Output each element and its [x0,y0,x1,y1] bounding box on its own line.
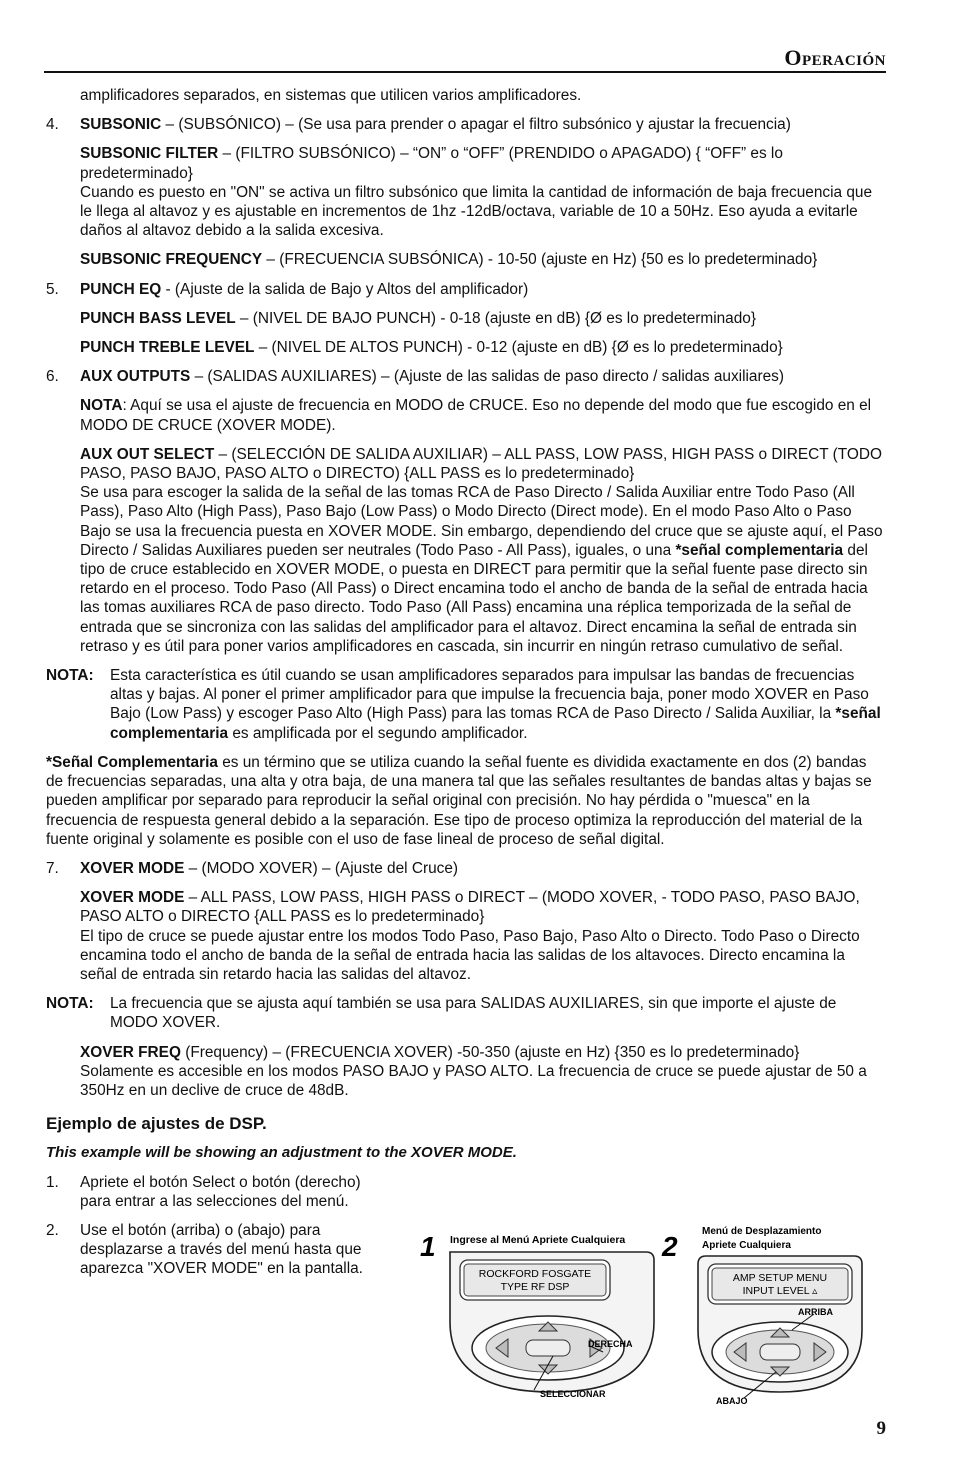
item-4-subsonic: 4. SUBSONIC – (SUBSÓNICO) – (Se usa para prender o apagar el filtro subsónico y ajustar la frecuencia) [46,116,791,134]
note-1: NOTA: Aquí se usa el ajuste de frecuencia en MODO de CRUCE. Eso no depende del modo que fue escogido en el MODO DE CRUCE (XOVER MODE). [80,397,872,434]
panel-2-number: 2 [662,1231,678,1262]
panel-2-select-button[interactable] [760,1344,800,1360]
xover-freq: XOVER FREQ (Frequency) – (FRECUENCIA XOVER) -50-350 (ajuste en Hz) {350 es lo predeterminado} Solamente es accesible en los modos PASO BAJO y PASO ALTO. La frecuencia de cruce se puede ajustar de 50 a 350Hz en un declive de cruce de 48dB. [80,1043,867,1099]
panel-1-label-bottom: SELECCIONAR [540,1389,606,1399]
panel-1-screen-line-1: ROCKFORD FOSGATE [478,1268,592,1280]
panel-2-screen-line-2: INPUT LEVEL ▵ [742,1285,818,1297]
example-heading: Ejemplo de ajustes de DSP. [46,1114,267,1134]
item-6-aux-outputs: 6. AUX OUTPUTS – (SALIDAS AUXILIARES) – (Ajuste de las salidas de paso directo / salidas auxiliares) [46,368,784,386]
subsonic-frequency: SUBSONIC FREQUENCY – (FRECUENCIA SUBSÓNICA) - 10-50 (ajuste en Hz) {50 es lo predeterminado} [80,251,818,269]
panel-1-select-button[interactable] [526,1340,570,1356]
panel-1-label-right: DERECHA [588,1339,633,1349]
note-2: NOTA: Esta característica es útil cuando se usan amplificadores separados para impulsar las bandas de frecuencias altas y bajas. Al poner el primer amplificador para que impulse la frecuencia baja, poner modo XOVER en Paso Bajo (Low Pass) y escoger Paso Alto (High Pass) para las tomas RCA de Paso Directo / Salida Auxiliar, la *señal complementaria es amplificada por el segundo amplificador. [46,667,881,742]
panel-1-number: 1 [420,1231,436,1262]
item-5-punch-eq: 5. PUNCH EQ - (Ajuste de la salida de Bajo y Altos del amplificador) [46,280,529,298]
panel-2-caption-1: Menú de Desplazamiento [702,1226,822,1237]
panel-2-label-down: ABAJO [716,1396,748,1406]
example-note: This example will be showing an adjustment to the XOVER MODE. [46,1144,517,1162]
xover-mode-detail: XOVER MODE – ALL PASS, LOW PASS, HIGH PASS o DIRECT – (MODO XOVER, - TODO PASO, PASO BAJO, PASO ALTO o DIRECTO {ALL PASS es lo predeterminado} El tipo de cruce se puede ajustar entre los modos Todo Paso, Paso Bajo, Paso Alto o Directo. Todo Paso o Directo encamina todo el ancho de banda de la señal de entrada hacia las salidas de los altavoces. Directo encamina la señal de entrada sin retardo hacia las salidas del altavoz. [80,889,860,983]
panel-1-screen-line-2: TYPE RF DSP [500,1281,570,1293]
item-7-xover-mode: 7. XOVER MODE – (MODO XOVER) – (Ajuste del Cruce) [46,859,459,877]
punch-bass-level: PUNCH BASS LEVEL – (NIVEL DE BAJO PUNCH) - 0-18 (ajuste en dB) {Ø es lo predeterminado} [80,309,757,327]
document-body [46,86,884,1289]
note-3: NOTA: La frecuencia que se ajusta aquí también se usa para SALIDAS AUXILIARES, sin que importe el ajuste de MODO XOVER. [46,995,837,1032]
subsonic-filter: SUBSONIC FILTER – (FILTRO SUBSÓNICO) – “ON” o “OFF” (PRENDIDO o APAGADO) { “OFF” es lo predeterminado} Cuando es puesto en "ON" se activa un filtro subsónico que limita la cantidad de información de baja frecuencia que le llega al altavoz y es ajustable en incrementos de 1hz -12dB/octava, variable de 10 a 50Hz. Eso ayuda a evitarle daños al altavoz debido a la salida excesiva. [80,145,873,240]
panel-2-label-up: ARRIBA [798,1307,833,1317]
punch-treble-level: PUNCH TREBLE LEVEL – (NIVEL DE ALTOS PUNCH) - 0-12 (ajuste en dB) {Ø es lo predeterminado} [80,339,783,357]
panel-2-caption-2: Apriete Cualquiera [702,1240,791,1251]
page-number: 9 [876,1418,886,1439]
panel-1-caption: Ingrese al Menú Apriete Cualquiera [450,1234,626,1246]
paragraph-continuation: amplificadores separados, en sistemas que utilicen varios amplificadores. [80,87,582,104]
remote-illustrations [418,1222,888,1412]
header-rule [44,71,886,73]
dsp-menu-figure [418,1222,888,1412]
complementary-signal-definition: *Señal Complementaria es un término que se utiliza cuando la señal fuente es dividida exactamente en dos (2) bandas de frecuencias separadas, una alta y otra baja, de una manera tal que las señales resultantes de bandas altas y bajas se pueden amplificar por separado para reproducir la señal original con precisión. No hay pérdida o "muesca" en la frecuencia de respuesta general debido a la separación. Ese tipo de proceso optimiza la reproducción del material de la fuente original y solamente es posible con el uso de fase lineal de proceso de señal digital. [46,753,872,848]
example-step-2: 2. Use el botón (arriba) o (abajo) para desplazarse a través del menú hasta que aparezca "XOVER MODE" en la pantalla. [46,1221,363,1278]
example-steps [46,1173,391,1279]
page-header-title: Operación [784,45,886,70]
panel-2-screen-line-1: AMP SETUP MENU [732,1272,828,1284]
example-step-1: 1. Apriete el botón Select o botón (derecho) para entrar a las selecciones del menú. [46,1173,361,1210]
aux-out-select: AUX OUT SELECT – (SELECCIÓN DE SALIDA AUXILIAR) – ALL PASS, LOW PASS, HIGH PASS o DIRECT (TODO PASO, PASO BAJO, PASO ALTO o DIRECTO) {ALL PASS es lo predeterminado} Se usa para escoger la salida de la señal de las tomas RCA de Paso Directo / Salida Auxiliar entre Todo Paso (All Pass), Paso Alto (High Pass), Paso Bajo (Low Pass) o Modo Directo (Direct mode). En el modo Paso Alto o Paso Bajo se usa la frecuencia puesta en XOVER MODE. Sin embargo, dependiendo del cruce que se ajuste aquí, el Paso Directo / Salidas Auxiliares pueden ser neutrales (Todo Paso - All Pass), iguales, o una *señal complementaria del tipo de cruce establecido en XOVER MODE, o puesta en DIRECT para permitir que la señal fuente pase directo sin retardo en el proceso. Todo Paso (All Pass) o Direct encamina todo el ancho de banda de la señal de entrada hacia las tomas auxiliares RCA de paso directo. Todo Paso (All Pass) encamina una réplica temporizada de la señal de entrada que se sincroniza con las salidas del amplificador para el altavoz. Direct encamina la señal de entrada sin retraso y es útil para poner varios amplificadores en cascada, sin incurrir en ningún retraso cumulativo de señal. [80,445,883,655]
